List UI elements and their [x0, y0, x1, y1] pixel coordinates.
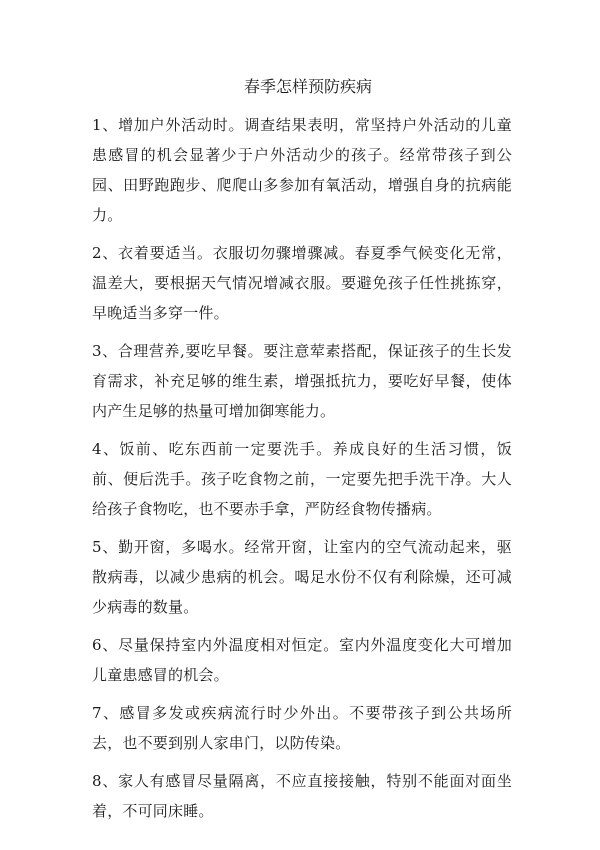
paragraph-1: 1、增加户外活动时。调查结果表明，常坚持户外活动的儿童患感冒的机会显著少于户外活动少的孩子。经常带孩子到公园、田野跑跑步、爬爬山多参加有氧活动，增强自身的抗病能力。 — [92, 116, 512, 224]
paragraph-4: 4、饭前、吃东西前一定要洗手。养成良好的生活习惯，饭前、便后洗手。孩子吃食物之前，一定要先把手洗干净。大人给孩子食物吃，也不要赤手拿，严防经食物传播病。 — [92, 440, 512, 518]
paragraph-6: 6、尽量保持室内外温度相对恒定。室内外温度变化大可增加儿童患感冒的机会。 — [92, 636, 512, 684]
paragraph-3: 3、合理营养,要吃早餐。要注意荤素搭配，保证孩子的生长发育需求，补充足够的维生素，增强抵抗力，要吃好早餐，使体内产生足够的热量可增加御寒能力。 — [92, 342, 512, 420]
document-title: 春季怎样预防疾病 — [243, 77, 372, 96]
paragraph-2: 2、衣着要适当。衣服切勿骤增骤减。春夏季气候变化无常，温差大，要根据天气情况增减衣服。要避免孩子任性挑拣穿，早晚适当多穿一件。 — [92, 244, 512, 322]
paragraph-7: 7、感冒多发或疾病流行时少外出。不要带孩子到公共场所去，也不要到别人家串门，以防传染。 — [92, 704, 512, 752]
paragraph-8: 8、家人有感冒尽量隔离，不应直接接触，特别不能面对面坐着，不可同床睡。 — [92, 772, 512, 820]
paragraph-5: 5、勤开窗，多喝水。经常开窗，让室内的空气流动起来，驱散病毒，以减少患病的机会。喝足水份不仅有利除燥，还可减少病毒的数量。 — [92, 538, 512, 616]
